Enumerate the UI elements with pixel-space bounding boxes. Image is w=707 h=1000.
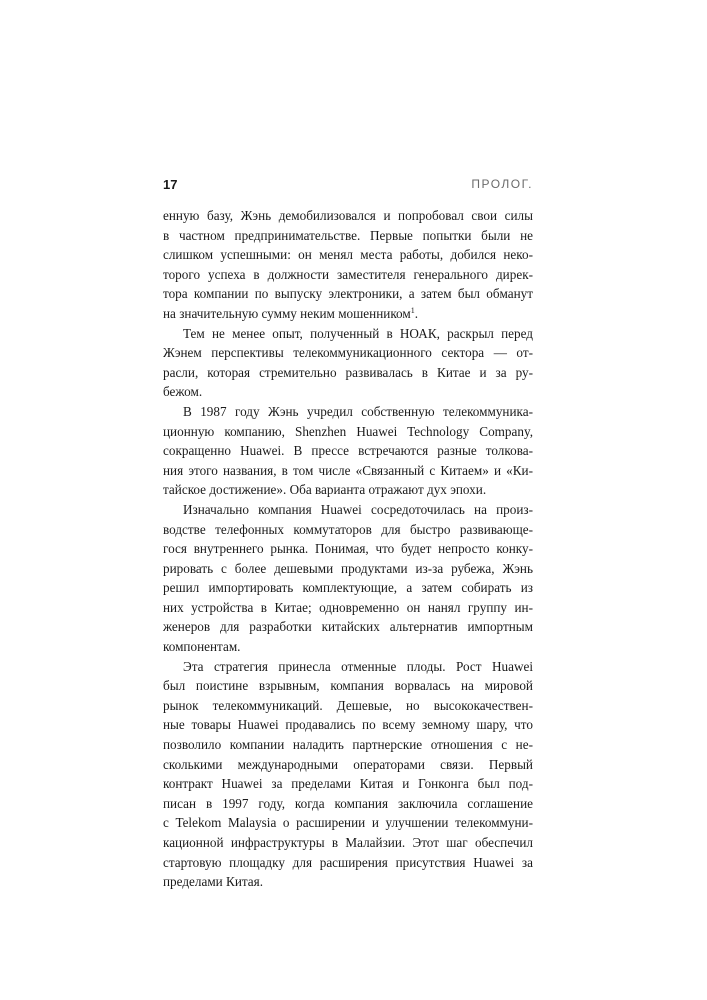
text-line: сокращенно Huawei. В прессе встречаются разные толкова- <box>163 443 533 459</box>
text-line: Тем не менее опыт, полученный в НОАК, раскрыл перед <box>183 325 533 341</box>
text-line: стартовую площадку для расширения присутствия Huawei за <box>163 854 533 870</box>
text-line: рынок телекоммуникаций. Дешевые, но высококачествен- <box>163 697 533 713</box>
page-number: 17 <box>163 177 178 192</box>
text-line: рировать с более дешевыми продуктами из-за рубежа, Жэнь <box>163 560 533 576</box>
body-text <box>163 206 533 892</box>
text-line: Эта стратегия принесла отменные плоды. Рост Huawei <box>183 658 533 674</box>
text-line: бежом. <box>163 384 203 400</box>
text-line: тайское достижение». Оба варианта отражают дух эпохи. <box>163 482 487 498</box>
page-header <box>163 177 533 195</box>
text-line: контракт Huawei за пределами Китая и Гонконга был под- <box>163 776 533 792</box>
text-line: Изначально компания Huawei сосредоточилась на произ- <box>183 501 533 517</box>
text-line: писан в 1997 году, когда компания заключила соглашение <box>163 795 533 811</box>
text-line: водстве телефонных коммутаторов для быстро развивающе- <box>163 521 533 537</box>
paragraph <box>163 206 533 324</box>
text-line: ния этого названия, в том числе «Связанный с Китаем» и «Ки- <box>163 462 533 478</box>
sentence-end: . <box>414 305 419 321</box>
text-line: сколькими международными операторами связи. Первый <box>163 756 533 772</box>
text-line: Жэнем перспективы телекоммуникационного сектора — от- <box>163 345 533 361</box>
paragraph <box>163 402 533 500</box>
text-line: енную базу, Жэнь демобилизовался и попробовал свои силы <box>163 208 533 223</box>
text-line: компонентам. <box>163 639 241 655</box>
text-line: ные товары Huawei продавались по всему земному шару, что <box>163 717 533 733</box>
text-line: пределами Китая. <box>163 874 264 890</box>
text-line: был поистине взрывным, компания ворвалась на мировой <box>163 678 533 694</box>
text-line: кационной инфраструктуры в Малайзии. Этот шаг обеспечил <box>163 835 533 850</box>
footnote-reference[interactable]: 1 <box>410 305 415 315</box>
text-line: с Telekom Malaysia о расширении и улучшении телекоммуни- <box>163 815 533 831</box>
paragraph <box>163 324 533 402</box>
text-line: на значительную сумму неким мошенником$^1$. <box>163 305 419 321</box>
text-line: гося внутреннего рынка. Понимая, что будет непросто конку- <box>163 541 533 557</box>
text-line: в частном предпринимательстве. Первые попытки были не <box>163 227 533 243</box>
book-page <box>163 0 533 1000</box>
text-line: них устройства в Китае; одновременно он нанял группу ин- <box>163 599 533 615</box>
paragraph <box>163 500 533 657</box>
text-line: В 1987 году Жэнь учредил собственную телекоммуника- <box>183 403 533 419</box>
running-head: ПРОЛОГ. <box>471 177 533 191</box>
text-line: позволило компании наладить партнерские отношения с не- <box>163 737 533 753</box>
paragraph <box>163 657 533 892</box>
text-line: женеров для разработки китайских альтернатив импортным <box>163 619 533 635</box>
text-line: слишком успешными: он менял места работы, добился неко- <box>163 247 533 263</box>
text-line: расли, которая стремительно развивалась в Китае и за ру- <box>163 364 533 380</box>
text-line: ционную компанию, Shenzhen Huawei Technology Company, <box>163 423 533 439</box>
text-line: тора компании по выпуску электроники, а затем был обманут <box>163 286 533 302</box>
text-line: решил импортировать комплектующие, а затем собирать из <box>163 580 533 596</box>
text-line: торого успеха в должности заместителя генерального дирек- <box>163 266 533 282</box>
